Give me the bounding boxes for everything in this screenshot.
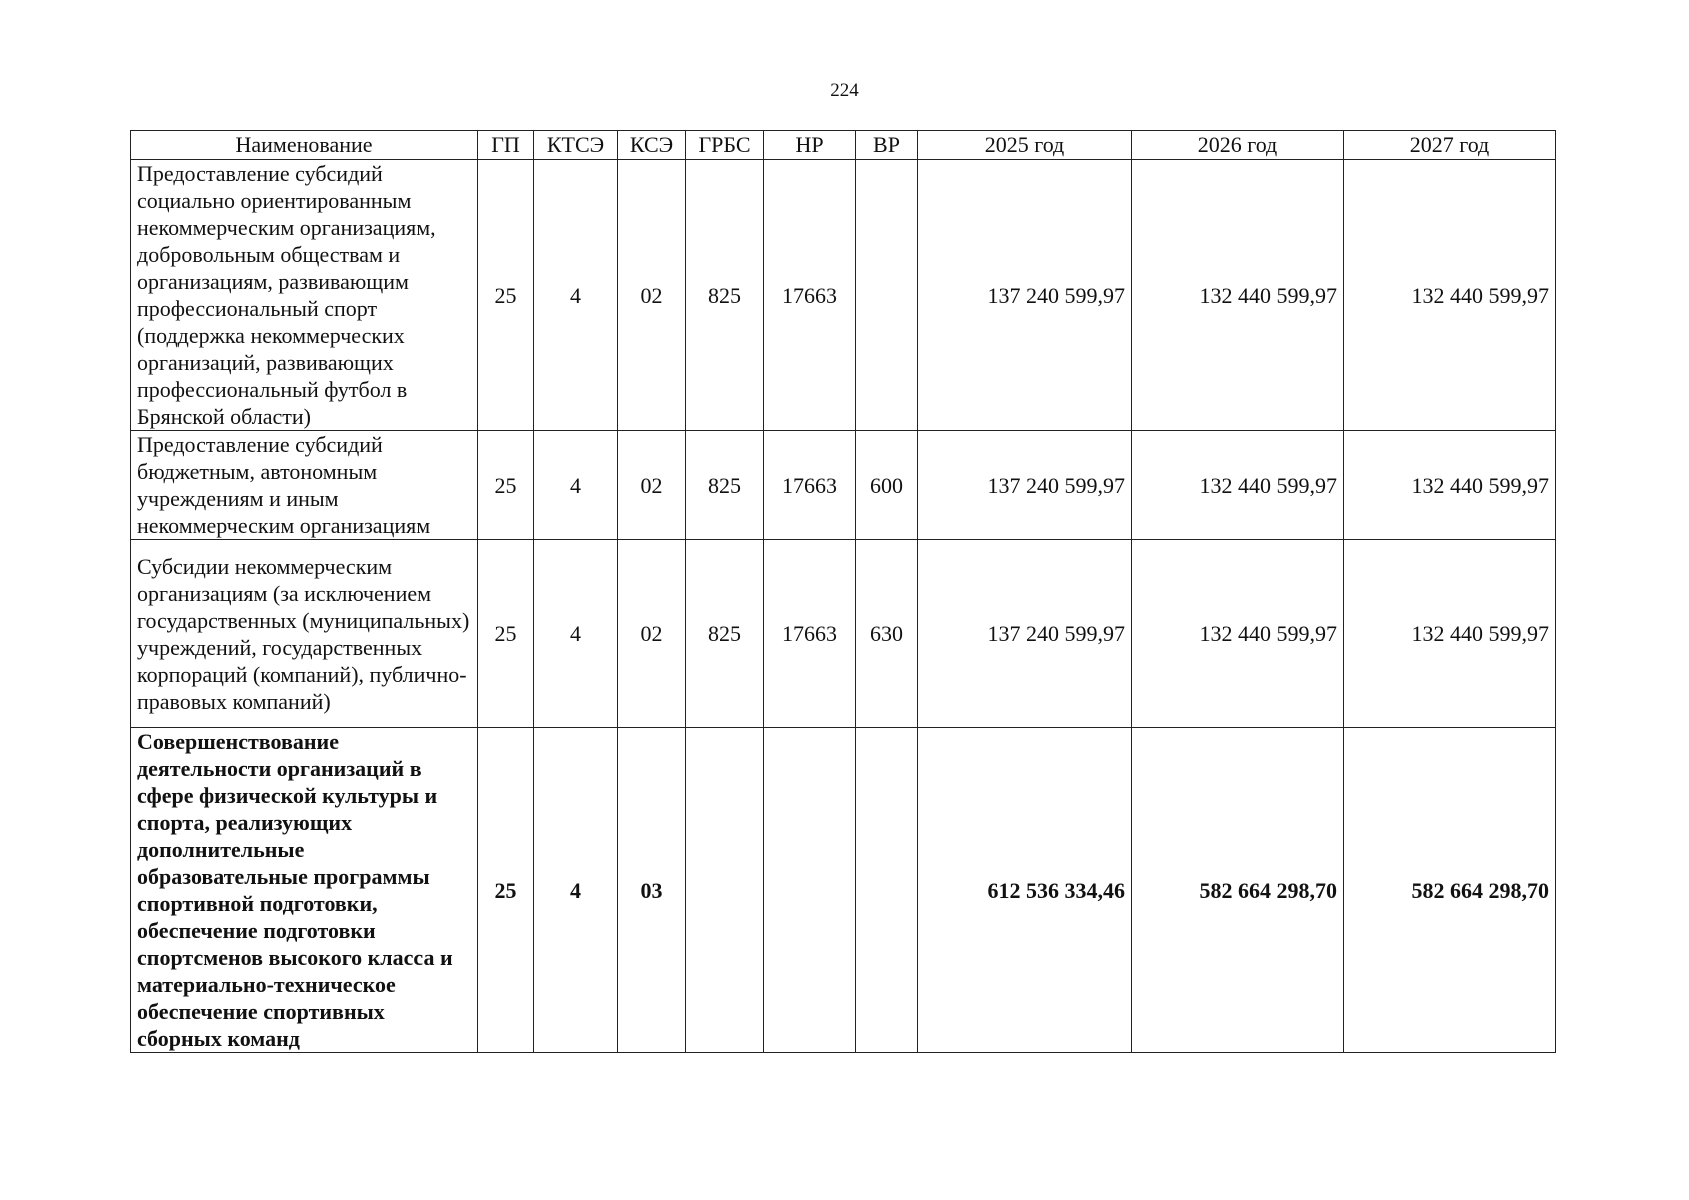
row-gp: 25 xyxy=(478,160,534,431)
table-row xyxy=(131,160,1556,431)
row-kse: 02 xyxy=(618,431,686,540)
row-2026: 132 440 599,97 xyxy=(1132,540,1344,728)
row-2027: 132 440 599,97 xyxy=(1344,540,1556,728)
row-name: Предоставление субсидий социально ориентированным некоммерческим организациям, добровольным обществам и организациям, развивающим профессиональный спорт (поддержка некоммерческих организаций, развивающих профессиональный футбол в Брянской области) xyxy=(131,160,478,431)
row-ktse: 4 xyxy=(534,540,618,728)
row-gp: 25 xyxy=(478,540,534,728)
header-2027: 2027 год xyxy=(1344,131,1556,160)
header-gp: ГП xyxy=(478,131,534,160)
row-grbs xyxy=(686,728,764,1053)
header-name: Наименование xyxy=(131,131,478,160)
header-ktse: КТСЭ xyxy=(534,131,618,160)
header-row xyxy=(131,131,1556,160)
row-grbs: 825 xyxy=(686,540,764,728)
header-2026: 2026 год xyxy=(1132,131,1344,160)
row-name: Совершенствование деятельности организаций в сфере физической культуры и спорта, реализующих дополнительные образовательные программы спортивной подготовки, обеспечение подготовки спортсменов высокого класса и материально-техническое обеспечение спортивных сборных команд xyxy=(131,728,478,1053)
row-kse: 02 xyxy=(618,160,686,431)
row-2025: 137 240 599,97 xyxy=(918,160,1132,431)
row-2025: 137 240 599,97 xyxy=(918,540,1132,728)
header-2025: 2025 год xyxy=(918,131,1132,160)
row-2026: 132 440 599,97 xyxy=(1132,160,1344,431)
row-ktse: 4 xyxy=(534,160,618,431)
row-2027: 132 440 599,97 xyxy=(1344,431,1556,540)
table-row xyxy=(131,728,1556,1053)
row-nr: 17663 xyxy=(764,540,856,728)
page-number: 224 xyxy=(830,80,859,101)
row-2025: 137 240 599,97 xyxy=(918,431,1132,540)
table-row xyxy=(131,431,1556,540)
row-vr: 600 xyxy=(856,431,918,540)
row-name: Предоставление субсидий бюджетным, автономным учреждениям и иным некоммерческим организациям xyxy=(131,431,478,540)
row-kse: 03 xyxy=(618,728,686,1053)
row-kse: 02 xyxy=(618,540,686,728)
row-name: Субсидии некоммерческим организациям (за исключением государственных (муниципальных) учреждений, государственных корпораций (компаний), публично-правовых компаний) xyxy=(131,540,478,728)
header-grbs: ГРБС xyxy=(686,131,764,160)
row-nr xyxy=(764,728,856,1053)
row-ktse: 4 xyxy=(534,728,618,1053)
budget-table xyxy=(130,130,1556,1053)
row-nr: 17663 xyxy=(764,160,856,431)
header-kse: КСЭ xyxy=(618,131,686,160)
row-vr xyxy=(856,728,918,1053)
row-2026: 582 664 298,70 xyxy=(1132,728,1344,1053)
row-gp: 25 xyxy=(478,728,534,1053)
row-2027: 582 664 298,70 xyxy=(1344,728,1556,1053)
table-row xyxy=(131,540,1556,728)
row-grbs: 825 xyxy=(686,160,764,431)
row-nr: 17663 xyxy=(764,431,856,540)
row-vr: 630 xyxy=(856,540,918,728)
row-ktse: 4 xyxy=(534,431,618,540)
row-vr xyxy=(856,160,918,431)
row-2026: 132 440 599,97 xyxy=(1132,431,1344,540)
header-nr: НР xyxy=(764,131,856,160)
row-2025: 612 536 334,46 xyxy=(918,728,1132,1053)
row-2027: 132 440 599,97 xyxy=(1344,160,1556,431)
header-vr: ВР xyxy=(856,131,918,160)
row-gp: 25 xyxy=(478,431,534,540)
row-grbs: 825 xyxy=(686,431,764,540)
